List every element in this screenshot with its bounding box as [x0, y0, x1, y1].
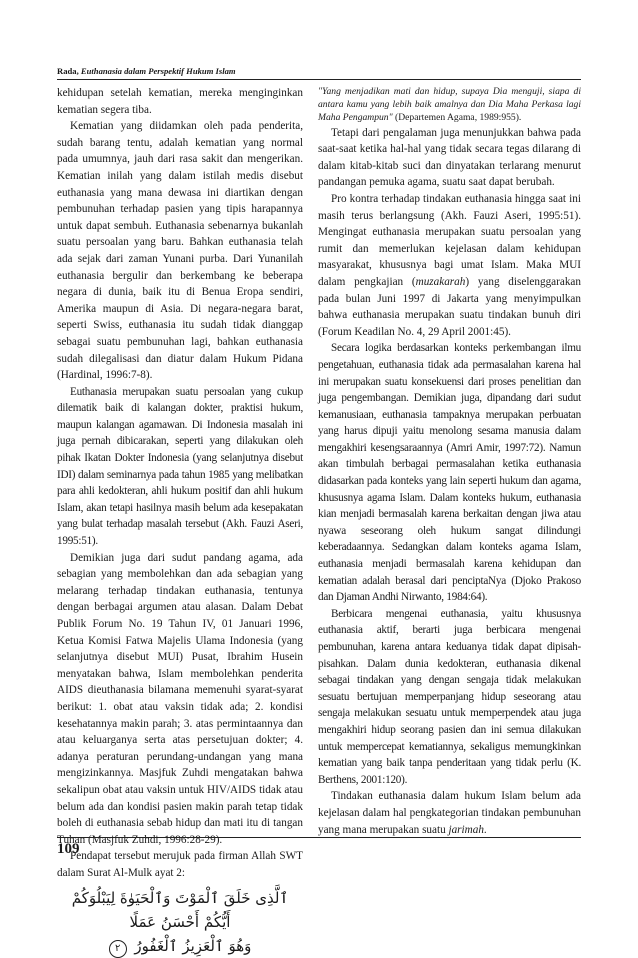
verse-translation [318, 85, 581, 125]
emphasis-term: jarimah [448, 823, 484, 836]
text-run: . [483, 823, 487, 836]
text-run: ) yang diselenggarakan pada bulan Juni 1997 di Jakarta yang menyimpulkan bahwa euthanasia merupakan suatu tindakan bunuh diri (Forum Keadilan No. 4, 29 April 2001:45). [318, 275, 581, 338]
header-rule [57, 79, 581, 80]
emphasis-term: muzakarah [415, 275, 466, 288]
paragraph: kehidupan setelah kematian, mereka menginginkan kematian segera tiba. [57, 87, 303, 116]
ayah-number-marker: ٢ [109, 940, 127, 958]
left-column [57, 85, 303, 958]
footer-rule [57, 837, 581, 838]
quran-verse [57, 886, 303, 958]
running-header [57, 66, 581, 76]
paragraph: Tetapi dari pengalaman juga menunjukkan bahwa pada saat-saat ketika hal-hal yang tidak secara tegas dilarang di dalam kitab-kitab suci dan dinyatakan terlarang menurut pandangan pemuka agama, suatu saat dapat berubah. [318, 126, 581, 189]
header-title: Euthanasia dalam Perspektif Hukum Islam [80, 66, 236, 76]
paragraph: Kematian yang diidamkan oleh pada penderita, sudah barang tentu, adalah kematian yang normal pada umumnya, jauh dari rasa sakit dan mengerikan. Kematian inilah yang dalam istilah medis disebut euthanasia yang mana dewasa ini diartikan dengan pembunuhan terhadap pasien yang tipis harapannya untuk dapat sembuh. Euthanasia sebenarnya bukanlah suatu persoalan yang baru. Bahkan euthanasia telah ada sejak dari zaman Yunani purba. Dari Yunanilah euthanasia bergulir dan berkembang ke beberapa negara di dunia, baik itu di Benua Eropa sendiri, Amerika maupun di Asia. Di negara-negara barat, seperti Swiss, euthanasia itu sudah tidak dianggap sebagai suatu pembunuhan lagi, bahkan euthanasia sudah dilegalisasi dan diatur dalam Hukum Pidana (Hardinal, 1996:7-8). [57, 120, 303, 382]
paragraph: Berbicara mengenai euthanasia, yaitu khususnya euthanasia aktif, berarti juga berbicara mengenai pembunuhan, karena antara keduanya tidak dapat dipisah-pisahkan. Dalam dunia kedokteran, euthanasia dikenal sebagai tindakan yang dengan sengaja tidak melakukan sesuatu bertujuan memperpanjang hidup seseorang atau sengaja melakukan sesuatu untuk memperpendek atau juga mengakhiri hidup seorang pasien dan ini semua dilakukan untuk mempercepat kematiannya, sekaligus memungkinkan kematian yang baik tanpa penderitaan yang tidak perlu (K. Berthens, 2001:120). [318, 607, 581, 786]
paragraph [318, 788, 581, 838]
arabic-line: ٱلَّذِى خَلَقَ ٱلْمَوْتَ وَٱلْحَيَوٰةَ لِيَبْلُوَكُمْ أَيُّكُمْ أَحْسَنُ عَمَلًا [71, 888, 289, 931]
paragraph [318, 191, 581, 340]
paragraph: Pendapat tersebut merujuk pada firman Allah SWT dalam Surat Al-Mulk ayat 2: [57, 850, 303, 879]
arabic-line: وَهُوَ ٱلْعَزِيزُ ٱلْغَفُورُ [134, 936, 252, 955]
text-run: Tindakan euthanasia dalam hukum Islam belum ada kejelasan dalam hal pengkategorian tindakan pembunuhan yang mana merupakan suatu [318, 790, 581, 836]
paragraph: Demikian juga dari sudut pandang agama, ada sebagian yang membolehkan dan ada sebagian yang melarang terhadap tindakan euthanasia, tentunya dengan berbagai argumen atau alasan. Dalam Debat Publik Forum No. 19 Tahun IV, 01 Januari 1996, Ketua Komisi Fatwa Majelis Ulama Indonesia (yang selanjutnya disebut MUI) Pusat, Ibrahim Husein menyatakan bahwa, Islam membolehkan penderita AIDS dieuthanasia bilamana memenuhi syarat-syarat berikut: 1. obat atau vaksin tidak ada; 2. kondisi kesehatannya makin parah; 3. atas permintaannya dan atau keluarganya serta atas persetujuan dokter; 4. adanya peraturan perundang-undangan yang mana mengizinkannya. Masjfuk Zuhdi mengatakan bahwa sekalipun obat atau vaksin untuk HIV/AIDS tidak atau belum ada dan kondisi pasien makin parah tetap tidak boleh di euthanasia sebab hidup dan mati itu di tangan Tuhan (Masjfuk Zuhdi, 1996:28-29). [57, 551, 303, 846]
translation-reference: (Departemen Agama, 1989:955). [395, 112, 522, 124]
paragraph: Euthanasia merupakan suatu persoalan yang cukup dilematik baik di kalangan dokter, praktisi hukum, maupun kalangan agamawan. Di Indonesia masalah ini juga pernah dibicarakan, seperti yang dilakukan oleh pihak Ikatan Dokter Indonesia (yang selanjutnya disebut IDI) dalam seminarnya pada tahun 1985 yang melibatkan para ahli kedokteran, ahli hukum positif dan ahli hukum Islam, akan tetapi hasilnya masih belum ada kesepakatan yang bulat terhadap masalah tersebut (Akh. Fauzi Aseri, 1995:51). [57, 385, 303, 548]
arabic-line-2 [57, 934, 303, 958]
translation-text: "Yang menjadikan mati dan hidup, supaya Dia menguji, siapa di antara kamu yang lebih baik amalnya dan Dia Maha Perkasa lagi Maha Pengampun" [318, 86, 581, 124]
text-run: Pro kontra terhadap tindakan euthanasia hingga saat ini masih terus berlangsung (Akh. Fauzi Aseri, 1995:51). Mengingat euthanasia merupakan suatu persoalan yang rumit dan memerlukan kejelasan dalam kehidupan masyarakat, khususnya bagi umat Islam. Maka MUI dalam pengkajian ( [318, 192, 581, 288]
header-author: Rada, [57, 66, 79, 76]
right-column [318, 85, 581, 838]
paragraph: Secara logika berdasarkan konteks perkembangan ilmu pengetahuan, euthanasia tidak ada permasalahan karena hal ini merupakan suatu konsekuensi dari proses penelitian dan juga pengembangan. Demikian juga, dipandang dari sudut kemanusiaan, euthanasia tampaknya merupakan perbuatan yang harus dipuji yaitu menolong sesama manusia dalam mengakhiri kesengsaraannya (Amri Amir, 1997:72). Namun akan timbulah berbagai permasalahan ketika euthanasia didasarkan pada konteks yang lain seperti hukum dan agama, khususnya agama Islam. Dalam konteks hukum, euthanasia kian menjadi bermasalah karena berkaitan dengan jiwa atau nyawa seseorang oleh hukum sangat dilindungi keberadaannya. Sedangkan dalam konteks agama Islam, euthanasia menjadi bermasalah karena kehidupan dan kematian adalah berasal dari penciptaNya (Djoko Prakoso dan Djaman Andhi Nirwanto, 1984:64). [318, 342, 581, 604]
page-number: 109 [57, 841, 80, 857]
